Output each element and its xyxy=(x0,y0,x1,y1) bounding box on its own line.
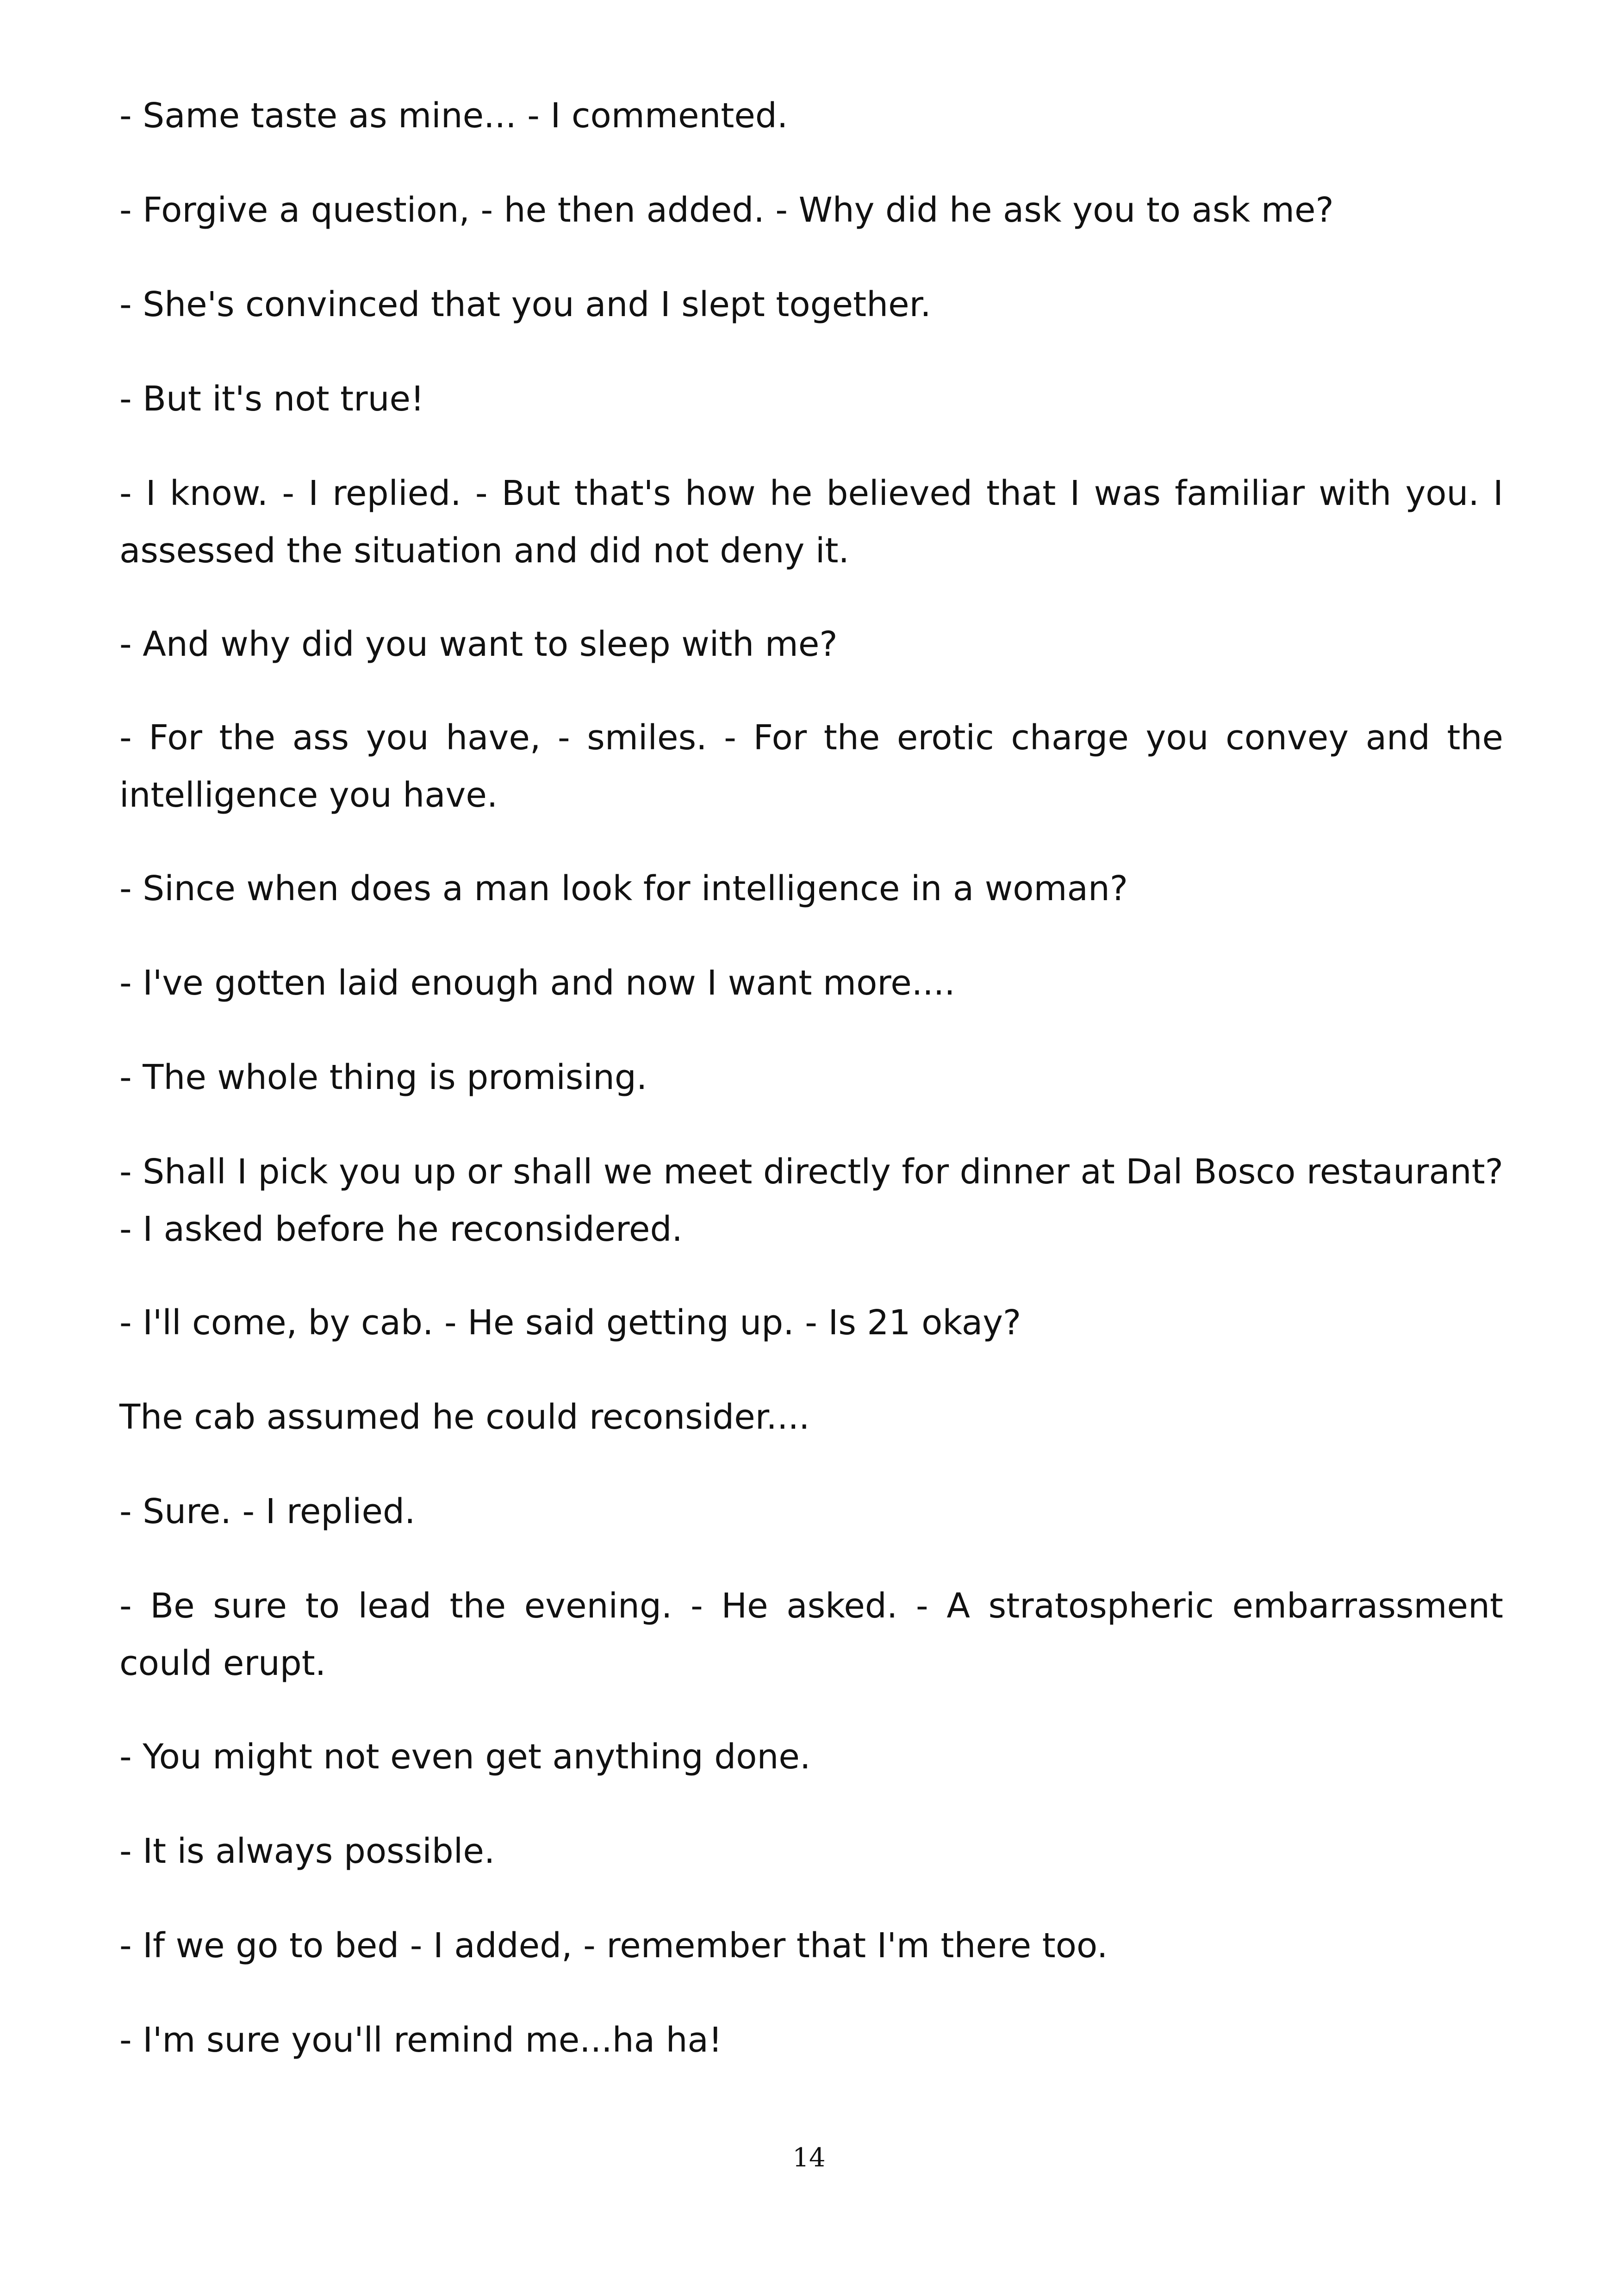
paragraph-6: - And why did you want to sleep with me? xyxy=(119,624,838,664)
paragraph-14: - Sure. - I replied. xyxy=(119,1492,416,1531)
paragraph-17: - It is always possible. xyxy=(119,1831,495,1871)
paragraph-9: - I've gotten laid enough and now I want more.... xyxy=(119,963,955,1003)
paragraph-11: - Shall I pick you up or shall we meet directly for dinner at Dal Bosco restaurant? - I asked before he reconsidered. xyxy=(119,1152,1503,1249)
paragraph-5: - I know. - I replied. - But that's how he believed that I was familiar with you. I assessed the situation and did not deny it. xyxy=(119,473,1503,571)
paragraph-4: - But it's not true! xyxy=(119,379,424,419)
paragraph-1: - Same taste as mine... - I commented. xyxy=(119,96,788,136)
paragraph-15: - Be sure to lead the evening. - He asked. - A stratospheric embarrassment could erupt. xyxy=(119,1586,1503,1683)
paragraph-16: - You might not even get anything done. xyxy=(119,1737,811,1777)
paragraph-12: - I'll come, by cab. - He said getting up. - Is 21 okay? xyxy=(119,1303,1021,1343)
paragraph-13: The cab assumed he could reconsider.... xyxy=(119,1397,810,1437)
paragraph-8: - Since when does a man look for intelligence in a woman? xyxy=(119,869,1128,908)
paragraph-7: - For the ass you have, - smiles. - For the erotic charge you convey and the intelligence you have. xyxy=(119,718,1503,815)
paragraph-19: - I'm sure you'll remind me...ha ha! xyxy=(119,2020,722,2060)
paragraph-10: - The whole thing is promising. xyxy=(119,1058,647,1097)
paragraph-2: - Forgive a question, - he then added. - Why did he ask you to ask me? xyxy=(119,190,1334,230)
paragraph-18: - If we go to bed - I added, - remember that I'm there too. xyxy=(119,1926,1108,1966)
page-number: 14 xyxy=(792,2143,826,2173)
paragraph-3: - She's convinced that you and I slept together. xyxy=(119,285,931,324)
